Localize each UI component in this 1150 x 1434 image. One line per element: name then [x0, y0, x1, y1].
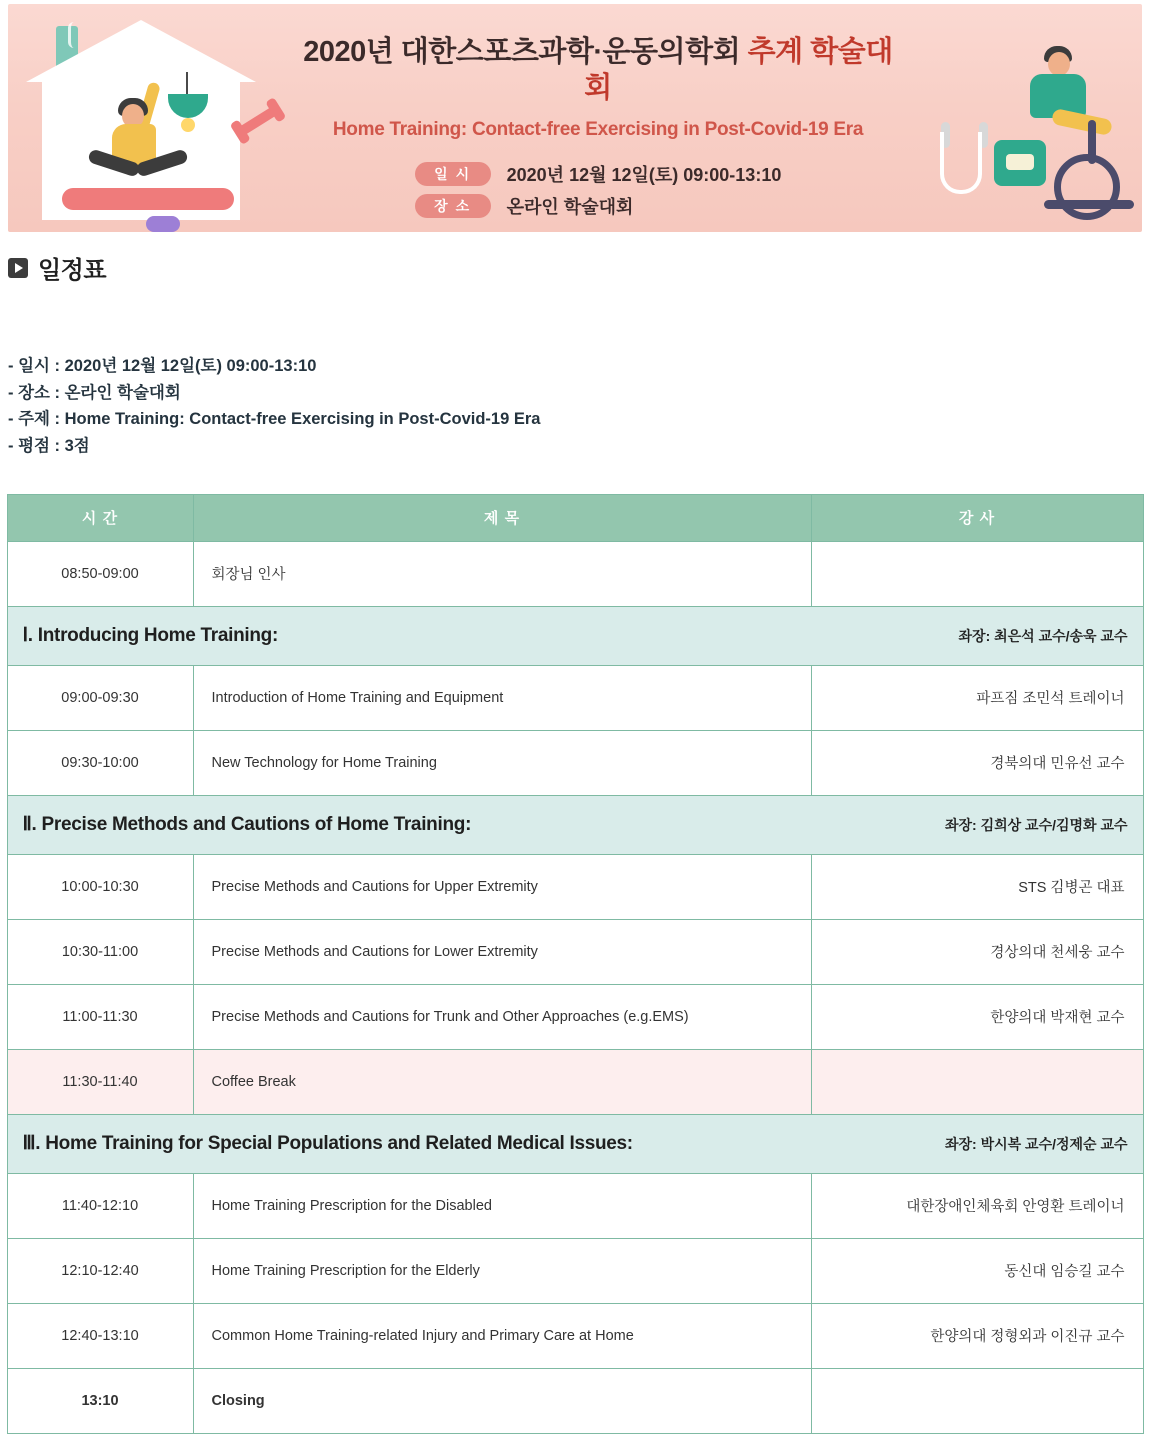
row-time: 11:40-12:10 [7, 1173, 193, 1238]
table-header-row [7, 494, 1143, 541]
table-row [7, 665, 1143, 730]
session-name: Ⅲ. Home Training for Special Populations and Related Medical Issues: [22, 1133, 633, 1155]
jump-rope-icon [940, 132, 982, 194]
row-speaker [811, 541, 1143, 606]
date-label-pill: 일 시 [415, 162, 491, 186]
table-row [7, 1303, 1143, 1368]
scale-display-shape [1006, 154, 1034, 170]
row-time: 13:10 [7, 1368, 193, 1433]
row-speaker: 경북의대 민유선 교수 [811, 730, 1143, 795]
row-time: 10:00-10:30 [7, 854, 193, 919]
yoga-mat-icon [62, 188, 234, 210]
info-line-place: - 장소 : 온라인 학술대회 [8, 383, 181, 402]
lamp-cord-icon [186, 72, 188, 96]
exercise-bike-base-shape [1044, 200, 1134, 209]
table-row [7, 919, 1143, 984]
place-value: 온라인 학술대회 [506, 196, 634, 217]
page-title [8, 250, 1150, 285]
row-title: Home Training Prescription for the Elderly [193, 1238, 811, 1303]
event-banner [8, 4, 1142, 232]
weight-scale-icon [994, 140, 1046, 186]
banner-title [298, 34, 898, 107]
table-row [7, 730, 1143, 795]
row-speaker: 동신대 임승길 교수 [811, 1238, 1143, 1303]
row-time: 09:00-09:30 [7, 665, 193, 730]
break-row [7, 1049, 1143, 1114]
table-row [7, 541, 1143, 606]
row-speaker [811, 1049, 1143, 1114]
info-line-credit: - 평점 : 3점 [8, 437, 90, 456]
house-icon [26, 20, 256, 220]
play-icon [8, 258, 28, 278]
row-title: 회장님 인사 [193, 541, 811, 606]
session-row [7, 795, 1143, 854]
column-header-time: 시 간 [7, 494, 193, 541]
session-row [7, 1114, 1143, 1173]
date-value: 2020년 12월 12일(토) 09:00-13:10 [506, 164, 782, 185]
table-body [7, 541, 1143, 1433]
banner-title-main: 2020년 대한스포츠과학·운동의학회 [303, 36, 748, 68]
table-row [7, 1173, 1143, 1238]
column-header-speaker: 강 사 [811, 494, 1143, 541]
roof-shape [26, 20, 256, 82]
column-header-title: 제 목 [193, 494, 811, 541]
rolled-mat-icon [146, 216, 180, 232]
row-title: Introduction of Home Training and Equipment [193, 665, 811, 730]
bulb-icon [181, 118, 195, 132]
session-cell [7, 606, 1143, 665]
session-name: Ⅰ. Introducing Home Training: [22, 625, 279, 647]
row-speaker: 한양의대 정형외과 이진규 교수 [811, 1303, 1143, 1368]
row-time: 10:30-11:00 [7, 919, 193, 984]
info-line-date: - 일시 : 2020년 12월 12일(토) 09:00-13:10 [8, 357, 317, 375]
row-speaker [811, 1368, 1143, 1433]
row-speaker: 한양의대 박재현 교수 [811, 984, 1143, 1049]
table-row [7, 1238, 1143, 1303]
home-training-illustration [8, 4, 298, 232]
session-row [7, 606, 1143, 665]
cycling-illustration [902, 4, 1142, 232]
row-speaker: 파프짐 조민석 트레이너 [811, 665, 1143, 730]
row-speaker: STS 김병곤 대표 [811, 854, 1143, 919]
session-cell [7, 1114, 1143, 1173]
row-time: 12:10-12:40 [7, 1238, 193, 1303]
banner-date-row [415, 161, 782, 187]
banner-text-block [298, 4, 898, 232]
table-header [7, 494, 1143, 541]
event-info-list [8, 353, 1150, 460]
table-row [7, 984, 1143, 1049]
row-title: Common Home Training-related Injury and Primary Care at Home [193, 1303, 811, 1368]
row-title: New Technology for Home Training [193, 730, 811, 795]
table-row [7, 854, 1143, 919]
session-chair: 좌장: 최은석 교수/송욱 교수 [958, 627, 1128, 644]
place-label-pill: 장 소 [415, 194, 491, 218]
row-time: 12:40-13:10 [7, 1303, 193, 1368]
banner-meta [415, 161, 782, 225]
session-cell [7, 795, 1143, 854]
banner-place-row [415, 193, 782, 219]
session-chair: 좌장: 김희상 교수/김명화 교수 [944, 816, 1128, 833]
session-chair: 좌장: 박시복 교수/정제순 교수 [944, 1135, 1128, 1152]
session-name: Ⅱ. Precise Methods and Cautions of Home Training: [22, 814, 472, 836]
banner-subtitle: Home Training: Contact-free Exercising in Post-Covid-19 Era [332, 118, 864, 140]
row-time: 09:30-10:00 [7, 730, 193, 795]
page-title-label: 일정표 [38, 257, 107, 284]
exercise-bike-wheel-icon [1054, 154, 1120, 220]
row-title: Coffee Break [193, 1049, 811, 1114]
row-time: 08:50-09:00 [7, 541, 193, 606]
row-time: 11:30-11:40 [7, 1049, 193, 1114]
closing-row [7, 1368, 1143, 1433]
info-line-topic: - 주제 : Home Training: Contact-free Exercising in Post-Covid-19 Era [8, 410, 541, 429]
row-speaker: 대한장애인체육회 안영환 트레이너 [811, 1173, 1143, 1238]
row-speaker: 경상의대 천세웅 교수 [811, 919, 1143, 984]
row-title: Closing [193, 1368, 811, 1433]
row-title: Precise Methods and Cautions for Trunk and Other Approaches (e.g.EMS) [193, 984, 811, 1049]
cyclist-head-shape [1048, 52, 1070, 76]
banner-title-accent: 추계 학술대회 [584, 36, 893, 105]
row-time: 11:00-11:30 [7, 984, 193, 1049]
row-title: Home Training Prescription for the Disabled [193, 1173, 811, 1238]
row-title: Precise Methods and Cautions for Lower Extremity [193, 919, 811, 984]
row-title: Precise Methods and Cautions for Upper Extremity [193, 854, 811, 919]
schedule-table [7, 494, 1144, 1434]
